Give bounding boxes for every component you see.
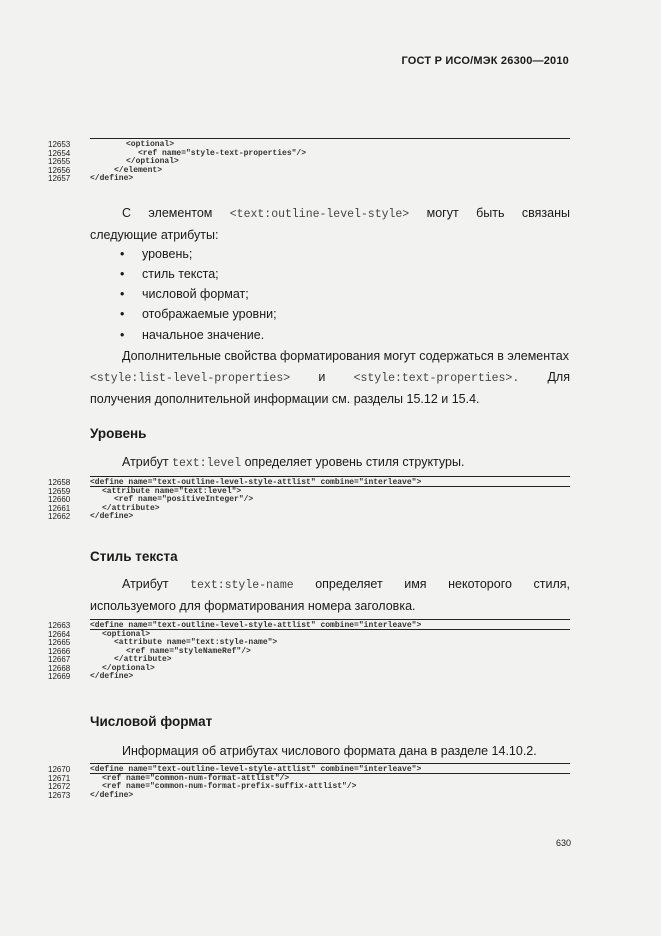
line-number: 12654 xyxy=(48,148,71,158)
code-rule-second xyxy=(90,486,570,487)
code-block-4 xyxy=(40,763,570,803)
line-number: 12666 xyxy=(48,646,71,656)
document-page: ГОСТ Р ИСО/МЭК 26300—2010 12653 <optional> 12654 <ref name="style-text-properties"/> 12655 </optional> 12656 </element> 12657 </define> С элементом <text:outline-level-style> могут быть связаны следующие атрибуты: • уровень; • стиль текста; • числовой формат; • отображаемые уровни; • начальное значение. Дополнительные свойства форматирования могут содержаться в элементах <style:list-level-properties> и <style:text-properties>. Для получения дополнительной информации см. разделы 15.12 и 15.4. Уровень Атрибут text:level определяет уровень стиля структуры. 12658 <define name="text-outline-level-style-attlist" combine="interleave"> 12659 <attribute name="text:level"> 12660 <ref name="positiveInteger"/> 12661 </attribute> 12662 </define> Стиль текста Атрибут text:style-name определяет имя некоторого стиля, используемого для форматирования номера заголовка. 12663 <define name="text-outline-level-style-attlist" combine="interleave"> 12664 <optional> 12665 <attribute name="text:style-name"> 12666 <ref name="styleNameRef"/> 12667 </attribute> 12668 </optional> 12669 </define> Числовой формат Информация об атрибутах числового формата дана в разделе 14.10.2. 12670 <define name="text-outline-level-style-attlist" combine="interleave"> 12671 <ref name="common-num-format-attlist"/> 12672 <ref name="common-num-format-prefix-suffix-attlist"/> 12673 </define> 630 xyxy=(0,0,661,936)
line-number: 12662 xyxy=(48,512,71,521)
line-number: 12665 xyxy=(48,638,71,647)
code-rule-top xyxy=(90,763,570,764)
code-text: </define> xyxy=(90,174,134,183)
line-number: 12661 xyxy=(48,503,71,513)
code-block-2 xyxy=(40,476,570,525)
code-text: <define name="text-outline-level-style-attlist" combine="interleave"> xyxy=(90,478,422,487)
line-number: 12672 xyxy=(48,782,71,791)
code-text: <attribute name="text:style-name"> xyxy=(114,638,278,647)
code-rule-second xyxy=(90,773,570,774)
code-text: </optional> xyxy=(102,663,155,673)
intro-text-a: С элементом xyxy=(122,206,213,220)
code-rule-second xyxy=(90,629,570,630)
line-number: 12673 xyxy=(48,790,71,800)
page-number: 630 xyxy=(556,838,572,848)
line-number: 12669 xyxy=(48,672,71,681)
intro-code: <text:outline-level-style> xyxy=(229,208,410,221)
numformat-paragraph: Информация об атрибутах числового формата дана в разделе 14.10.2. xyxy=(122,744,537,758)
code-block-3 xyxy=(40,619,570,685)
line-number: 12670 xyxy=(48,765,71,774)
level-code: text:level xyxy=(172,457,242,470)
intro-text-b: могут быть связаны xyxy=(426,206,570,220)
line-number: 12659 xyxy=(48,486,71,496)
heading-level: Уровень xyxy=(90,426,147,441)
line-number: 12653 xyxy=(48,140,71,149)
formatting-line2: <style:list-level-properties> и <style:text-properties>. Для xyxy=(90,370,570,385)
formatting-paragraph xyxy=(90,346,570,410)
code-text: <ref name="common-num-format-attlist"/> xyxy=(102,773,290,783)
code-text: </define> xyxy=(90,790,134,800)
code-text: <optional> xyxy=(102,629,151,639)
style-code: text:style-name xyxy=(190,579,294,592)
line-number: 12656 xyxy=(48,165,71,175)
code-rule-top xyxy=(90,138,570,139)
code-text: </optional> xyxy=(126,157,179,166)
line-number: 12655 xyxy=(48,157,71,166)
code-text: <ref name="common-num-format-prefix-suffix-attlist"/> xyxy=(102,782,357,791)
standard-header: ГОСТ Р ИСО/МЭК 26300—2010 xyxy=(401,55,569,67)
line-number: 12668 xyxy=(48,663,71,673)
code-text: </define> xyxy=(90,672,134,681)
code-text: <optional> xyxy=(126,140,175,149)
line-number: 12658 xyxy=(48,478,71,487)
line-number: 12664 xyxy=(48,629,71,639)
code-text: <ref name="style-text-properties"/> xyxy=(138,148,307,158)
line-number: 12667 xyxy=(48,655,71,664)
formatting-line3: получения дополнительной информации см. разделы 15.12 и 15.4. xyxy=(90,392,480,406)
line-number: 12660 xyxy=(48,495,71,504)
style-paragraph: Атрибут text:style-name определяет имя некоторого стиля, используемого для форматирования номера заголовка. xyxy=(90,574,570,617)
code-text: <define name="text-outline-level-style-attlist" combine="interleave"> xyxy=(90,621,422,630)
code-text: <define name="text-outline-level-style-attlist" combine="interleave"> xyxy=(90,765,422,774)
line-number: 12663 xyxy=(48,621,71,630)
heading-style: Стиль текста xyxy=(90,549,178,564)
code-text: <attribute name="text:level"> xyxy=(102,486,242,496)
level-paragraph: Атрибут text:level определяет уровень стиля структуры. xyxy=(122,455,465,470)
code-text: </define> xyxy=(90,512,134,521)
code-text: <ref name="styleNameRef"/> xyxy=(126,646,251,656)
code-text: <ref name="positiveInteger"/> xyxy=(114,495,254,504)
code-block-1 xyxy=(40,138,570,187)
formatting-line1: Дополнительные свойства форматирования могут содержаться в элементах xyxy=(122,349,569,363)
code-rule-top xyxy=(90,476,570,477)
code-text: </element> xyxy=(114,165,163,175)
style-line2: используемого для форматирования номера заголовка. xyxy=(90,599,416,613)
code-rule-top xyxy=(90,619,570,620)
intro-line2: следующие атрибуты: xyxy=(90,228,219,242)
line-number: 12671 xyxy=(48,773,71,783)
code-text: </attribute> xyxy=(114,655,172,664)
intro-paragraph xyxy=(90,203,570,246)
code-text: </attribute> xyxy=(102,503,160,513)
heading-numformat: Числовой формат xyxy=(90,714,213,729)
line-number: 12657 xyxy=(48,174,71,183)
